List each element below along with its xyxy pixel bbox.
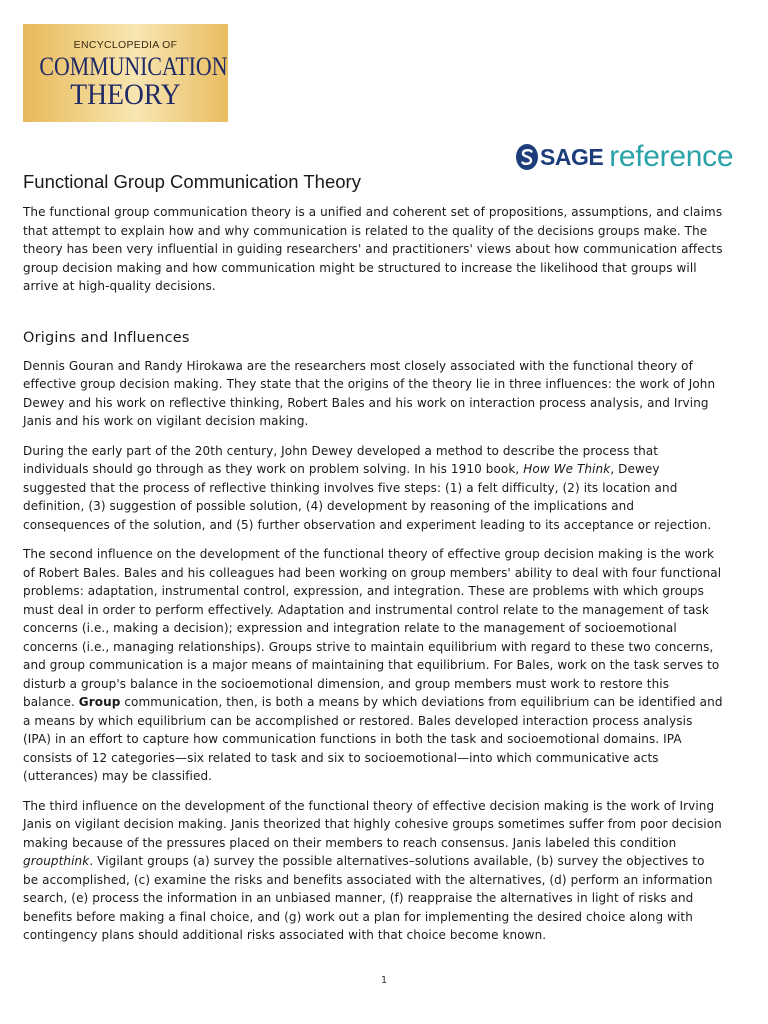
janis-text-end: . Vigilant groups (a) survey the possible alternatives–solutions available, (b) survey the objectives to be accomplished, (c) examine the risks and benefits associated with the alternatives, (d) perform an information search, (e) process the information in an unbiased manner, (f) reappraise the alternatives in light of risks and benefits before making a final choice, and (g) work out a plan for implementing the desired choice along with contingency plans should additional risks associated with that choice become known. (23, 854, 713, 942)
bales-text-end: communication, then, is both a means by which deviations from equilibrium can be identified and a means by which equilibrium can be accomplished or restored. Bales developed interaction process analysis (IPA) in an effort to capture how communication functions in both the task and socioemotional domains. IPA consists of 12 categories—six related to task and six to socioemotional—into which communicative acts (utterances) may be classified. (23, 695, 723, 783)
page-number: 1 (380, 975, 388, 986)
paragraph-origins: Dennis Gouran and Randy Hirokawa are the researchers most closely associated with the functional theory of effective group decision making. They state that the origins of the theory lie in three influences: the work of John Dewey and his work on reflective thinking, Robert Bales and his work on interaction process analysis, and Irving Janis and his work on vigilant decision making. (23, 358, 716, 428)
groupthink-term: groupthink (23, 854, 90, 868)
paragraph-bales (23, 545, 723, 786)
book-title: How We Think (523, 462, 611, 476)
cover-title-communication: COMMUNICATION (39, 52, 228, 81)
group-keyword: Group (78, 695, 121, 709)
cover-title-theory: THEORY (70, 78, 181, 111)
reference-wordmark: reference (609, 140, 734, 173)
encyclopedia-cover-image (23, 24, 228, 122)
paragraph-janis (23, 797, 723, 945)
sage-reference-logo (515, 140, 733, 174)
article-body (23, 170, 723, 956)
dewey-text-start: During the early part of the 20th century, John Dewey developed a method to describe the process that individuals should go through as they work on problem solving. In his 1910 book, (23, 443, 659, 476)
dewey-text-end: , Dewey suggested that the process of reflective thinking involves five steps: (1) a felt difficulty, (2) its location and definition, (3) suggestion of possible solution, (4) development by reasoning of the implications and consequences of the solution, and (5) further observation and experiment leading to its acceptance or rejection. (23, 462, 712, 532)
article-title: Functional Group Communication Theory (23, 171, 361, 192)
cover-subtitle: ENCYCLOPEDIA OF (73, 39, 178, 51)
sage-wordmark: SAGE (540, 143, 604, 170)
intro-paragraph: The functional group communication theory is a unified and coherent set of propositions, assumptions, and claims that attempt to explain how and why communication is related to the quality of the decisions groups make. The theory has been very influential in guiding researchers' and practitioners' views about how communication affects group decision making and how communication might be structured to increase the likelihood that groups will arrive at high-quality decisions. (23, 205, 723, 293)
janis-text-start: The third influence on the development of the functional theory of effective decision making is the work of Irving Janis on vigilant decision making. Janis theorized that highly cohesive groups sometimes suffer from poor decision making because of the pressures placed on their members to reach consensus. Janis labeled this condition (23, 798, 722, 850)
section-heading: Origins and Influences (23, 329, 190, 346)
bales-text-start: The second influence on the development of the functional theory of effective group decision making is the work of Robert Bales. Bales and his colleagues had been working on group members' ability to deal with four functional problems: adaptation, instrumental control, expression, and integration. These are problems with which groups must deal in order to perform effectively. Adaptation and instrumental control relate to the management of task concerns (i.e., making a decision); expression and integration relate to the management of socioemotional concerns (i.e., managing relationships). Groups strive to maintain equilibrium with regard to these two concerns, and group communication is a major means of maintaining that equilibrium. For Bales, work on the task serves to disturb a group's balance in the socioemotional dimension, and group members must work to restore this balance. (23, 547, 722, 709)
paragraph-dewey (23, 442, 723, 535)
sage-s-icon (515, 143, 539, 171)
